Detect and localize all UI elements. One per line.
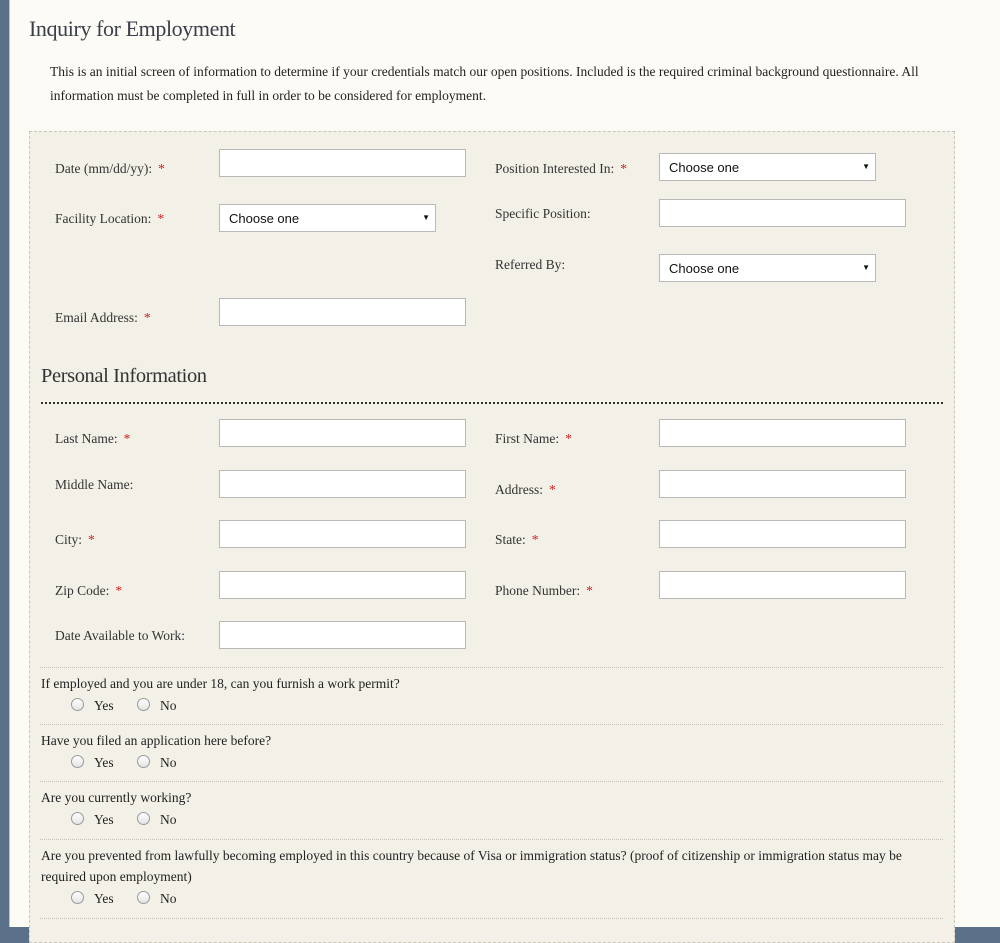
employment-form xyxy=(29,131,955,943)
specific-position-label: Specific Position: xyxy=(495,206,591,221)
radio-circle-icon[interactable] xyxy=(137,891,150,904)
radio-no[interactable]: No xyxy=(137,891,177,907)
radio-circle-icon[interactable] xyxy=(71,755,84,768)
zip-code-input[interactable] xyxy=(219,571,466,599)
zip-code-label: Zip Code: * xyxy=(55,583,123,598)
first-name-input[interactable] xyxy=(659,419,906,447)
first-name-label: First Name: * xyxy=(495,431,572,446)
page-title: Inquiry for Employment xyxy=(29,16,236,41)
radio-no[interactable]: No xyxy=(137,812,177,828)
required-marker: * xyxy=(620,161,627,176)
dropdown-arrow-icon: ▼ xyxy=(422,213,430,222)
required-marker: * xyxy=(158,161,165,176)
required-marker: * xyxy=(143,310,151,325)
email-input[interactable] xyxy=(219,298,466,326)
position-interested-label: Position Interested In: * xyxy=(495,161,627,176)
address-label: Address: * xyxy=(495,482,556,497)
date-available-label: Date Available to Work: xyxy=(55,628,186,643)
date-available-input[interactable] xyxy=(219,621,466,649)
radio-no[interactable]: No xyxy=(137,698,177,714)
question-text: Are you prevented from lawfully becoming employed in this country because of Visa or immigration status? (proof of citizenship or immigration status may be required upon employment) xyxy=(41,848,902,884)
referred-by-label: Referred By: xyxy=(495,257,566,272)
required-marker: * xyxy=(531,532,539,547)
radio-circle-icon[interactable] xyxy=(137,812,150,825)
radio-circle-icon[interactable] xyxy=(71,812,84,825)
facility-location-label: Facility Location: * xyxy=(55,211,165,226)
dropdown-arrow-icon: ▼ xyxy=(862,162,870,171)
address-input[interactable] xyxy=(659,470,906,498)
radio-yes[interactable]: Yes xyxy=(71,755,114,771)
question-divider xyxy=(40,918,943,919)
section-divider xyxy=(41,402,943,404)
question-divider xyxy=(40,839,943,840)
question-text: If employed and you are under 18, can you furnish a work permit? xyxy=(41,676,400,691)
middle-name-label: Middle Name: xyxy=(55,477,134,492)
required-marker: * xyxy=(88,532,95,547)
city-label: City: * xyxy=(55,532,95,547)
radio-yes[interactable]: Yes xyxy=(71,698,114,714)
radio-no[interactable]: No xyxy=(137,755,177,771)
date-input[interactable] xyxy=(219,149,466,177)
city-input[interactable] xyxy=(219,520,466,548)
required-marker: * xyxy=(549,482,556,497)
required-marker: * xyxy=(586,583,593,598)
state-input[interactable] xyxy=(659,520,906,548)
email-label: Email Address: * xyxy=(55,310,151,325)
required-marker: * xyxy=(123,431,131,446)
page-container xyxy=(9,0,1000,927)
intro-text: This is an initial screen of information to determine if your credentials match our open positions. Included is the required criminal background questionnaire. All information must be completed in full in order to be considered for employment. xyxy=(50,64,919,103)
dropdown-arrow-icon: ▼ xyxy=(862,263,870,272)
radio-circle-icon[interactable] xyxy=(137,698,150,711)
radio-yes[interactable]: Yes xyxy=(71,891,114,907)
radio-circle-icon[interactable] xyxy=(137,755,150,768)
required-marker: * xyxy=(115,583,123,598)
question-divider xyxy=(40,667,943,668)
phone-number-label: Phone Number: * xyxy=(495,583,593,598)
radio-yes[interactable]: Yes xyxy=(71,812,114,828)
required-marker: * xyxy=(157,211,165,226)
specific-position-input[interactable] xyxy=(659,199,906,227)
referred-by-select[interactable]: Choose one ▼ xyxy=(659,254,876,282)
last-name-input[interactable] xyxy=(219,419,466,447)
date-label: Date (mm/dd/yy): * xyxy=(55,161,165,176)
phone-number-input[interactable] xyxy=(659,571,906,599)
question-text: Have you filed an application here before? xyxy=(41,733,272,748)
radio-circle-icon[interactable] xyxy=(71,891,84,904)
facility-location-select[interactable]: Choose one ▼ xyxy=(219,204,436,232)
question-text: Are you currently working? xyxy=(41,790,192,805)
middle-name-input[interactable] xyxy=(219,470,466,498)
radio-circle-icon[interactable] xyxy=(71,698,84,711)
question-divider xyxy=(40,724,943,725)
personal-info-heading: Personal Information xyxy=(41,365,207,387)
question-divider xyxy=(40,781,943,782)
required-marker: * xyxy=(565,431,572,446)
state-label: State: * xyxy=(495,532,539,547)
last-name-label: Last Name: * xyxy=(55,431,131,446)
position-interested-select[interactable]: Choose one ▼ xyxy=(659,153,876,181)
